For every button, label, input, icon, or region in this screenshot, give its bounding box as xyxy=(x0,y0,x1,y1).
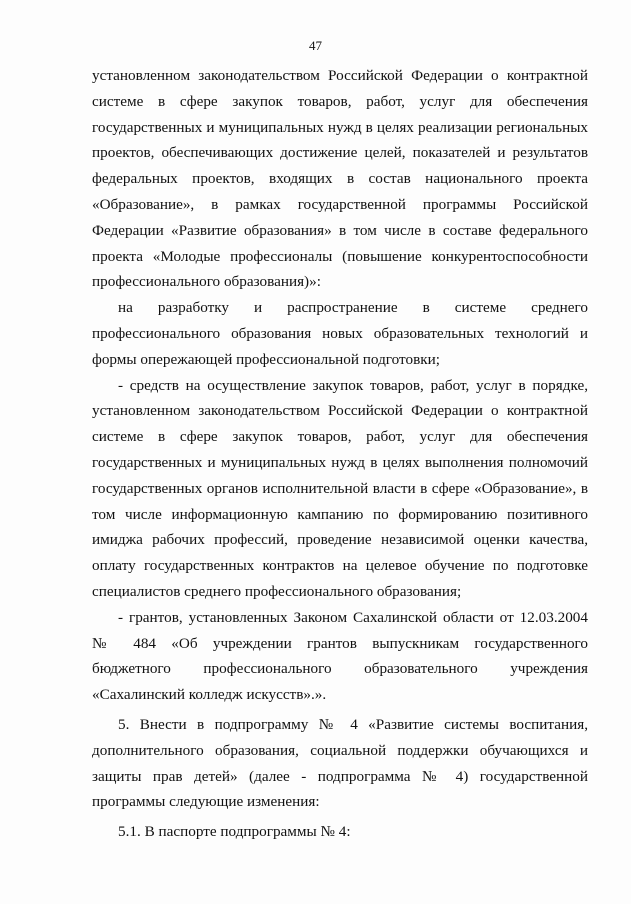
paragraph-technologies-development: на разработку и распространение в системе среднего профессионального образования новых образовательных технологий и формы опережающей профессиональной подготовки; xyxy=(92,299,588,368)
document-body xyxy=(92,63,588,845)
paragraph-subprogram-4-passport: 5.1. В паспорте подпрограммы № 4: xyxy=(118,823,351,841)
paragraph-procurement-projects: установленном законодательством Российской Федерации о контрактной системе в сфере закупок товаров, работ, услуг для обеспечения государственных и муниципальных нужд в целях реализации региональных проектов, обеспечивающих достижение целей, показателей и результатов федеральных проектов, входящих в состав национального проекта «Образование», в рамках государственной программы Российской Федерации «Развитие образования» в том числе в составе федерального проекта «Молодые профессионалы (повышение конкурентоспособности профессионального образования)»: xyxy=(92,67,588,291)
paragraph-procurement-funds: - средств на осуществление закупок товаров, работ, услуг в порядке, установленном законодательством Российской Федерации о контрактной системе в сфере закупок товаров, работ, услуг для обеспечения государственных и муниципальных нужд в целях выполнения полномочий государственных органов исполнительной власти в сфере «Образование», в том числе информационную кампанию по формированию позитивного имиджа рабочих профессий, проведение независимой оценки качества, оплату государственных контрактов на целевое обучение по подготовке специалистов среднего профессионального образования; xyxy=(92,376,588,600)
page-number: 47 xyxy=(309,38,322,53)
paragraph-subprogram-4-changes: 5. Внести в подпрограмму № 4 «Развитие системы воспитания, дополнительного образования, социальной поддержки обучающихся и защиты прав детей» (далее - подпрограмма № 4) государственной программы следующие изменения: xyxy=(92,715,588,811)
paragraph-grants: - грантов, установленных Законом Сахалинской области от 12.03.2004 № 484 «Об учреждении грантов выпускникам государственного бюджетного профессионального образовательного учреждения «Сахалинский колледж искусств».». xyxy=(92,608,588,704)
